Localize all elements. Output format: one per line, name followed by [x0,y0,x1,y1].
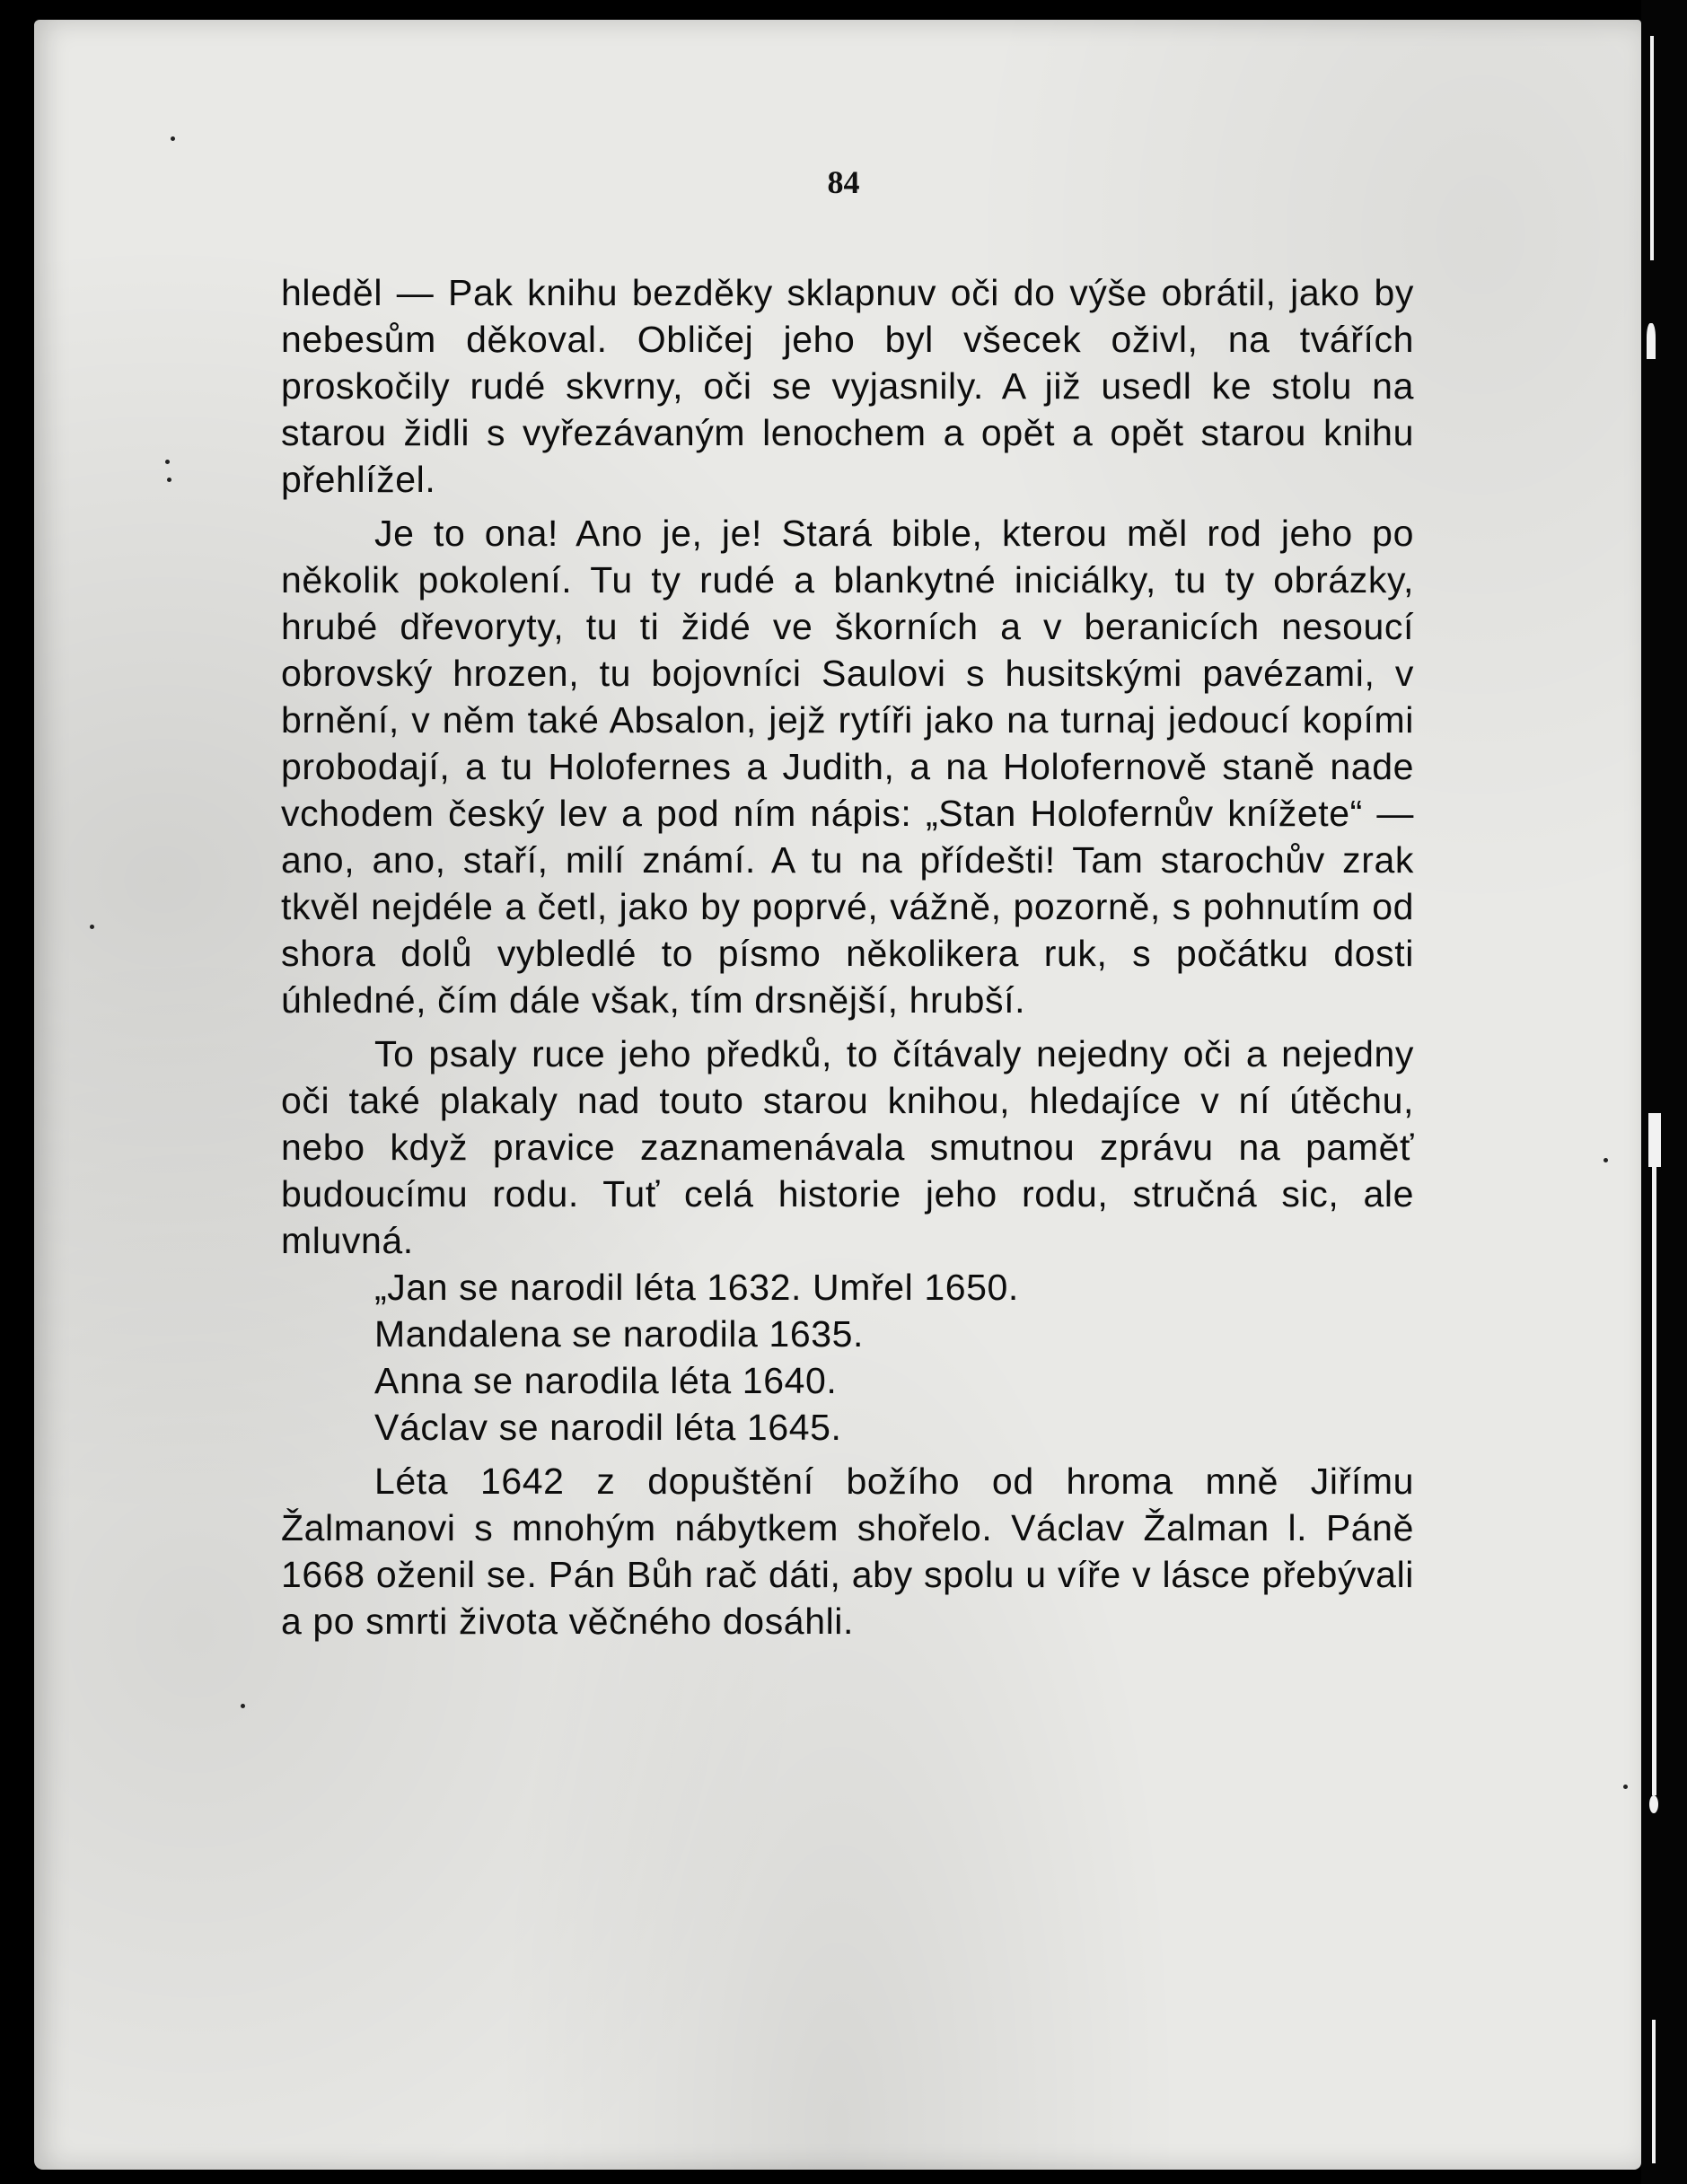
dust-speck [165,460,170,464]
paragraph: hleděl — Pak knihu bezděky sklapnuv oči do výše obrátil, jako by nebesům děkoval. Obličej jeho byl všecek oživl, na tvářích proskočily rudé skvrny, oči se vyjasnily. A již usedl ke stolu na starou židli s vyřezávaným lenochem a opět a opět starou knihu přehlížel. [281,272,1414,500]
dust-speck [241,1704,245,1708]
dust-speck [1604,1158,1608,1162]
paragraph: Je to ona! Ano je, je! Stará bible, kterou měl rod jeho po několik pokolení. Tu ty rudé a blankytné iniciálky, tu ty obrázky, hrubé dřevoryty, tu ti židé ve škorních a v beranicích nesoucí obrovský hrozen, tu bojovníci Saulovi s husitskými pavézami, v brnění, v něm také Absalon, jejž rytíři jako na turnaj jedoucí kopími probodají, a tu Holofernes a Judith, a na Holofernově staně nade vchodem český lev a pod ním nápis: „Stan Holofernův knížete“ — ano, ano, staří, milí známí. A tu na přídešti! Tam starochův zrak tkvěl nejdéle a četl, jako by poprvé, vážně, pozorně, s pohnutím od shora dolů vybledlé to písmo několikera ruk, s počátku dosti úhledné, čím dále však, tím drsnější, hrubší. [281,513,1414,1021]
edge-mark [1648,1113,1661,1167]
edge-mark [1647,323,1656,359]
page-number: 84 [827,164,860,200]
dust-speck [90,925,94,929]
body-text [281,269,1414,1645]
record-line: „Jan se narodil léta 1632. Umřel 1650. [374,1267,1019,1308]
edge-mark [1652,1167,1656,1795]
record-line: Anna se narodila léta 1640. [374,1360,838,1401]
dust-speck [167,478,171,482]
dust-speck [171,136,175,141]
dust-speck [1623,1785,1628,1789]
record-line: Mandalena se narodila 1635. [374,1313,865,1355]
edge-mark [1649,1795,1658,1813]
paragraph: To psaly ruce jeho předků, to čítávaly nejedny oči a nejedny oči také plakaly nad touto starou knihou, hledajíce v ní útěchu, nebo když pravice zaznamenávala smutnou zprávu na paměť budoucímu rodu. Tuť celá historie jeho rodu, stručná sic, ale mluvná. [281,1033,1414,1261]
edge-mark [1652,2020,1656,2163]
paragraph: Léta 1642 z dopuštění božího od hroma mně Jiřímu Žalmanovi s mnohým nábytkem shořelo. Václav Žalman l. Páně 1668 oženil se. Pán Bůh rač dáti, aby spolu u víře v lásce přebývali a po smrti života věčného dosáhli. [281,1460,1414,1642]
right-margin-edge [1641,0,1687,2184]
record-line: Václav se narodil léta 1645. [374,1407,842,1448]
edge-mark [1650,36,1654,260]
